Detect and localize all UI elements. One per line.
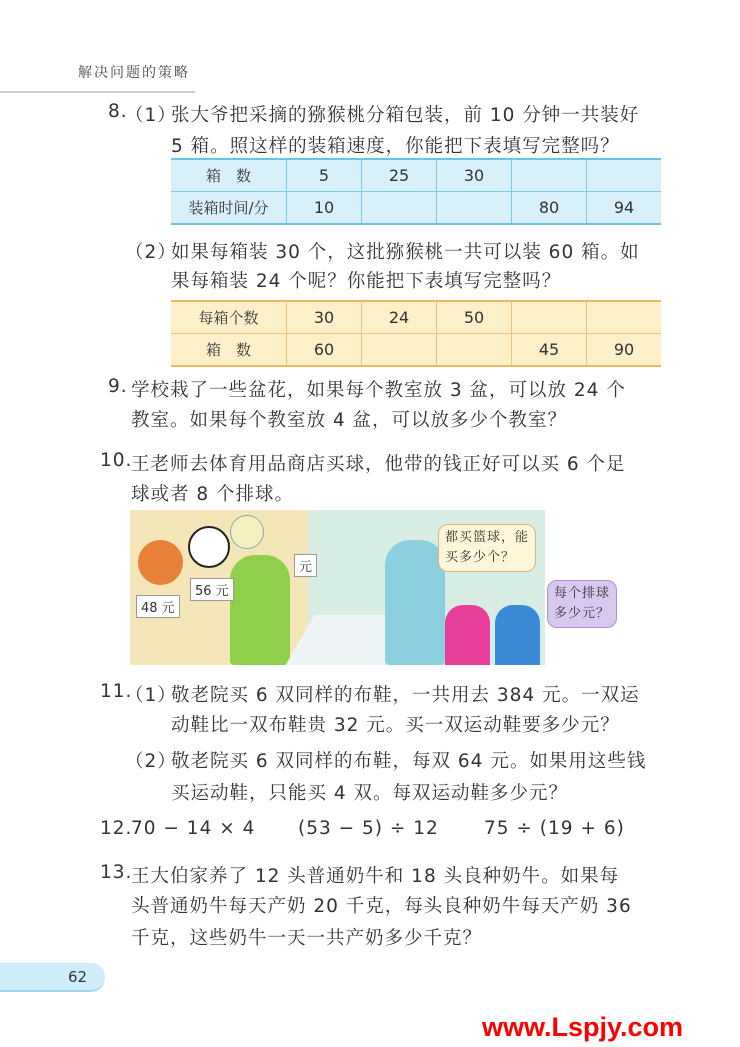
q10-number: 10. — [100, 450, 133, 471]
q12-number: 12. — [100, 818, 133, 839]
page-number: 62 — [68, 968, 88, 986]
bubble-text: 买多少个？ — [445, 550, 516, 565]
table-cell: 5 — [287, 159, 362, 192]
table-cell: 90 — [587, 334, 662, 367]
q9-number: 9. — [108, 376, 128, 397]
soccer-ball-icon — [188, 526, 230, 568]
q11-part2-label: （2） — [125, 751, 177, 772]
table-cell: 50 — [437, 301, 512, 334]
volleyball-icon — [230, 515, 264, 549]
shop-illustration — [130, 510, 545, 665]
table-cell: 94 — [587, 192, 662, 225]
table-cell — [512, 159, 587, 192]
table-cell: 25 — [362, 159, 437, 192]
q11-number: 11. — [100, 681, 133, 702]
price-tag-basketball: 48 元 — [136, 595, 180, 618]
row-header: 装箱时间/分 — [171, 192, 287, 225]
table-cell — [587, 301, 662, 334]
header-rule — [0, 91, 195, 93]
table-cell — [512, 301, 587, 334]
row-header: 箱 数 — [171, 334, 287, 367]
q13-number: 13. — [100, 862, 133, 883]
q9-text: 学校栽了一些盆花，如果每个教室放 3 盆，可以放 24 个 — [131, 380, 626, 401]
table-cell — [437, 192, 512, 225]
table-row — [171, 192, 661, 225]
table-cell: 10 — [287, 192, 362, 225]
price-tag-soccer: 56 元 — [190, 578, 234, 601]
speech-bubble-boy — [547, 580, 617, 628]
table-cell: 45 — [512, 334, 587, 367]
bubble-text: 多少元？ — [554, 606, 611, 621]
boy-figure — [495, 605, 540, 665]
table-cell — [437, 334, 512, 367]
q12-expression-1: 70 − 14 × 4 — [131, 818, 256, 839]
q8-part1-label: （1） — [125, 105, 177, 126]
section-header: 解决问题的策略 — [78, 65, 190, 81]
shopkeeper-figure — [230, 555, 290, 665]
speech-bubble-girl — [438, 524, 536, 572]
table-cell: 24 — [362, 301, 437, 334]
girl-figure — [445, 605, 490, 665]
table-cell — [587, 159, 662, 192]
q8-part1-text: 5 箱。照这样的装箱速度，你能把下表填写完整吗？ — [171, 136, 620, 157]
table-cell: 30 — [287, 301, 362, 334]
q13-text: 头普通奶牛每天产奶 20 千克，每头良种奶牛每天产奶 36 — [131, 896, 632, 917]
q8-part2-text: 果每箱装 24 个呢？你能把下表填写完整吗？ — [171, 271, 562, 292]
row-header: 箱 数 — [171, 159, 287, 192]
table-row — [171, 334, 661, 367]
q8-table2 — [171, 300, 661, 367]
table-cell: 30 — [437, 159, 512, 192]
table-cell — [362, 334, 437, 367]
q8-table1 — [171, 158, 661, 225]
q10-text: 球或者 8 个排球。 — [131, 484, 295, 505]
q8-number: 8. — [108, 101, 128, 122]
table-cell — [362, 192, 437, 225]
q11-part1-text: 敬老院买 6 双同样的布鞋，一共用去 384 元。一双运 — [171, 685, 640, 706]
table-row — [171, 159, 661, 192]
q12-expression-2: (53 − 5) ÷ 12 — [298, 818, 439, 839]
q8-part1-text: 张大爷把采摘的猕猴桃分箱包装，前 10 分钟一共装好 — [171, 105, 640, 126]
table-cell: 80 — [512, 192, 587, 225]
q11-part1-text: 动鞋比一双布鞋贵 32 元。买一双运动鞋要多少元？ — [171, 715, 620, 736]
table-cell: 60 — [287, 334, 362, 367]
teacher-figure — [385, 540, 445, 665]
q10-text: 王老师去体育用品商店买球，他带的钱正好可以买 6 个足 — [131, 454, 626, 475]
bubble-text: 每个排球 — [554, 586, 611, 601]
q11-part1-label: （1） — [125, 685, 177, 706]
bubble-text: 都买篮球，能 — [445, 530, 530, 545]
q9-text: 教室。如果每个教室放 4 盆，可以放多少个教室？ — [131, 410, 568, 431]
watermark: www.Lspjy.com — [482, 1012, 684, 1042]
q12-expression-3: 75 ÷ (19 + 6) — [484, 818, 625, 839]
q11-part2-text: 敬老院买 6 双同样的布鞋，每双 64 元。如果用这些钱 — [171, 751, 647, 772]
q8-part2-text: 如果每箱装 30 个，这批猕猴桃一共可以装 60 箱。如 — [171, 242, 640, 263]
table-row — [171, 301, 661, 334]
q11-part2-text: 买运动鞋，只能买 4 双。每双运动鞋多少元？ — [171, 783, 569, 804]
q13-text: 王大伯家养了 12 头普通奶牛和 18 头良种奶牛。如果每 — [131, 866, 620, 887]
page-number-tab — [0, 963, 105, 992]
q13-text: 千克，这些奶牛一天一共产奶多少千克？ — [131, 928, 483, 949]
row-header: 每箱个数 — [171, 301, 287, 334]
q8-part2-label: （2） — [125, 242, 177, 263]
price-tag-volleyball: 元 — [294, 554, 317, 577]
basketball-icon — [138, 540, 183, 585]
